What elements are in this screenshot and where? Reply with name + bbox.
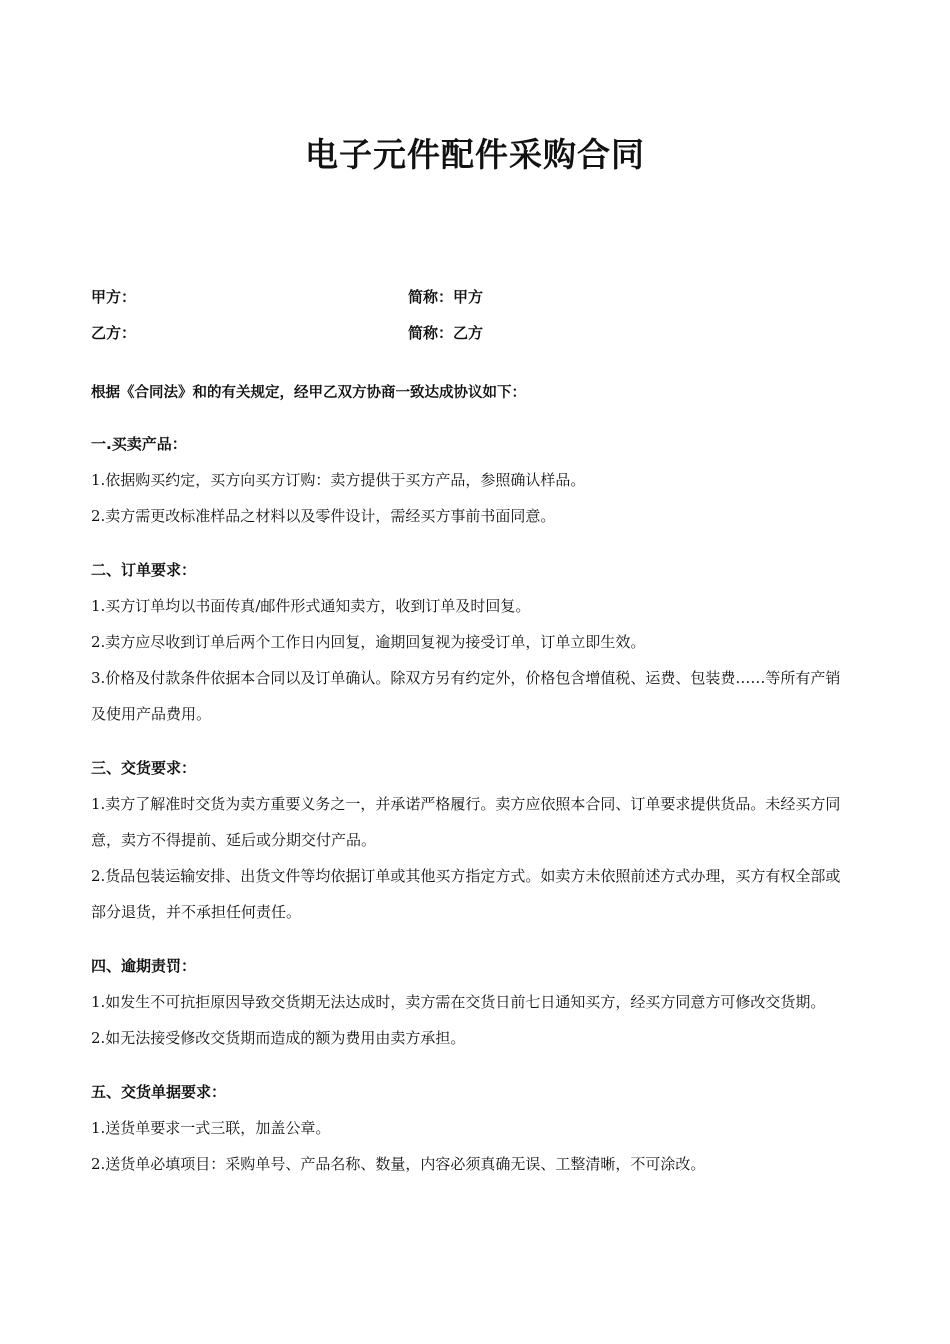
clause: 2.卖方应尽收到订单后两个工作日内回复，逾期回复视为接受订单，订单立即生效。 — [91, 633, 646, 651]
clause: 2.送货单必填项目：采购单号、产品名称、数量，内容必须真确无误、工整清晰，不可涂改。 — [91, 1155, 706, 1173]
section-heading: 五、交货单据要求： — [91, 1083, 227, 1101]
section-delivery-documents — [91, 1077, 853, 1182]
clause: 3.价格及付款条件依据本合同以及订单确认。除双方另有约定外，价格包含增值税、运费、包装费……等所有产销及使用产品费用。 — [91, 669, 841, 723]
party-a-label: 甲方： — [91, 288, 137, 306]
clause: 1.送货单要求一式三联，加盖公章。 — [91, 1119, 331, 1137]
parties-block — [91, 283, 851, 355]
clause: 2.货品包装运输安排、出货文件等均依据订单或其他买方指定方式。如卖方未依照前述方式办理，买方有权全部或部分退货，并不承担任何责任。 — [91, 867, 841, 921]
party-b-row — [91, 319, 851, 355]
clause: 1.买方订单均以书面传真/邮件形式通知卖方，收到订单及时回复。 — [91, 597, 531, 615]
party-a-short-name: 简称：甲方 — [408, 288, 484, 306]
clause: 2.卖方需更改标准样品之材料以及零件设计，需经买方事前书面同意。 — [91, 507, 556, 525]
section-heading: 一.买卖产品： — [91, 435, 187, 453]
party-b-label: 乙方： — [91, 324, 137, 342]
page-title: 电子元件配件采购合同 — [305, 135, 645, 174]
party-b-short-name: 简称：乙方 — [408, 324, 484, 342]
clause: 1.依据购买约定，买方向买方订购：卖方提供于买方产品，参照确认样品。 — [91, 471, 586, 489]
clause: 1.如发生不可抗拒原因导致交货期无法达成时，卖方需在交货日前七日通知买方，经买方同意方可修改交货期。 — [91, 993, 826, 1011]
section-heading: 二、订单要求： — [91, 561, 197, 579]
clause: 2.如无法接受修改交货期而造成的额为费用由卖方承担。 — [91, 1029, 466, 1047]
section-order-requirements — [91, 555, 853, 732]
clause: 1.卖方了解准时交货为卖方重要义务之一，并承诺严格履行。卖方应依照本合同、订单要求提供货品。未经买方同意，卖方不得提前、延后或分期交付产品。 — [91, 795, 841, 849]
contract-body — [91, 378, 853, 1203]
section-heading: 三、交货要求： — [91, 759, 197, 777]
section-overdue-penalty — [91, 951, 853, 1056]
section-delivery-requirements — [91, 753, 853, 930]
section-heading: 四、逾期责罚： — [91, 957, 197, 975]
preamble: 根据《合同法》和的有关规定，经甲乙双方协商一致达成协议如下： — [91, 385, 526, 401]
party-a-row — [91, 283, 851, 319]
section-products — [91, 429, 853, 534]
